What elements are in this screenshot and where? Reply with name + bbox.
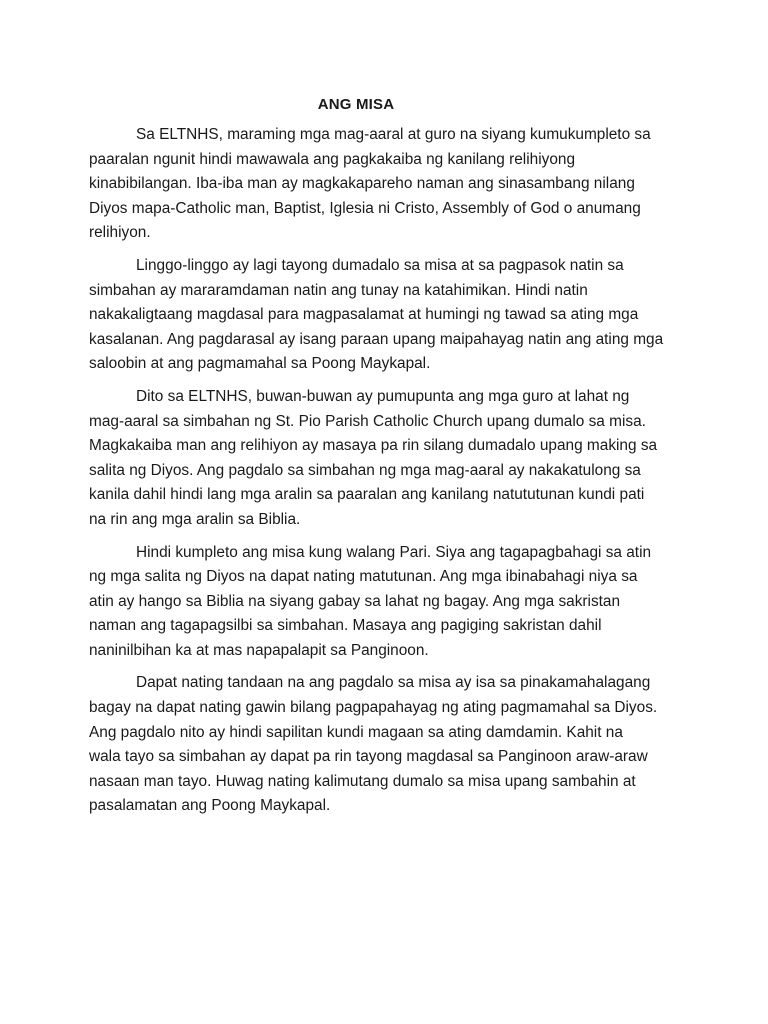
paragraph-4 — [89, 541, 689, 664]
document-body — [89, 123, 689, 827]
document-title: ANG MISA — [317, 96, 395, 113]
paragraph-line: kinabibilangan. Iba-iba man ay magkakapareho naman ang sinasambang nilang — [89, 175, 635, 193]
paragraph-line: Dapat nating tandaan na ang pagdalo sa misa ay isa sa pinakamahalagang — [136, 674, 651, 692]
paragraph-line: atin ay hango sa Biblia na siyang gabay sa lahat ng bagay. Ang mga sakristan — [89, 592, 621, 610]
paragraph-5 — [89, 671, 689, 819]
paragraph-line: Linggo-linggo ay lagi tayong dumadalo sa misa at sa pagpasok natin sa — [136, 256, 624, 274]
paragraph-line: simbahan ay mararamdaman natin ang tunay na katahimikan. Hindi natin — [89, 281, 588, 299]
paragraph-line: Sa ELTNHS, maraming mga mag-aaral at guro na siyang kumukumpleto sa — [136, 126, 651, 143]
paragraph-line: naman ang tagapagsilbi sa simbahan. Masaya ang pagiging sakristan dahil — [89, 617, 602, 635]
paragraph-line: na rin ang mga aralin sa Biblia. — [89, 510, 301, 528]
paragraph-3 — [89, 385, 689, 533]
paragraph-line: nakakaligtaang magdasal para magpasalamat at humingi ng tawad sa ating mga — [89, 306, 639, 324]
paragraph-line: bagay na dapat nating gawin bilang pagpapahayag ng ating pagmamahal sa Diyos. — [89, 699, 658, 717]
paragraph-line: ng mga salita ng Diyos na dapat nating matutunan. Ang mga ibinabahagi niya sa — [89, 568, 638, 586]
paragraph-line: Diyos mapa-Catholic man, Baptist, Iglesia ni Cristo, Assembly of God o anumang — [89, 199, 641, 217]
paragraph-line: Hindi kumpleto ang misa kung walang Pari. Siya ang tagapagbahagi sa atin — [136, 543, 652, 561]
paragraph-line: paaralan ngunit hindi mawawala ang pagkakaiba ng kanilang relihiyong — [89, 150, 576, 168]
paragraph-line: wala tayo sa simbahan ay dapat pa rin tayong magdasal sa Panginoon araw-araw — [89, 748, 648, 766]
paragraph-line: Ang pagdalo nito ay hindi sapilitan kundi magaan sa ating damdamin. Kahit na — [89, 723, 623, 741]
paragraph-line: kasalanan. Ang pagdarasal ay isang paraan upang maipahayag natin ang ating mga — [89, 330, 664, 348]
paragraph-line: salita ng Diyos. Ang pagdalo sa simbahan ng mga mag-aaral ay nakakatulong sa — [89, 461, 641, 479]
paragraph-line: Magkakaiba man ang relihiyon ay masaya pa rin silang dumadalo upang making sa — [89, 437, 658, 455]
paragraph-1 — [89, 123, 689, 246]
paragraph-line: pasalamatan ang Poong Maykapal. — [89, 797, 331, 815]
paragraph-line: saloobin at ang pagmamahal sa Poong Maykapal. — [89, 355, 431, 373]
paragraph-line: nasaan man tayo. Huwag nating kalimutang dumalo sa misa upang sambahin at — [89, 772, 636, 790]
paragraph-line: naninilbihan ka at mas napapalapit sa Panginoon. — [89, 641, 429, 659]
paragraph-line: kanila dahil hindi lang mga aralin sa paaralan ang kanilang natututunan kundi pati — [89, 486, 645, 504]
paragraph-line: relihiyon. — [89, 224, 151, 242]
paragraph-2 — [89, 254, 689, 377]
paragraph-line: Dito sa ELTNHS, buwan-buwan ay pumupunta ang mga guro at lahat ng — [136, 387, 630, 405]
paragraph-line: mag-aaral sa simbahan ng St. Pio Parish Catholic Church upang dumalo sa misa. — [89, 412, 646, 430]
